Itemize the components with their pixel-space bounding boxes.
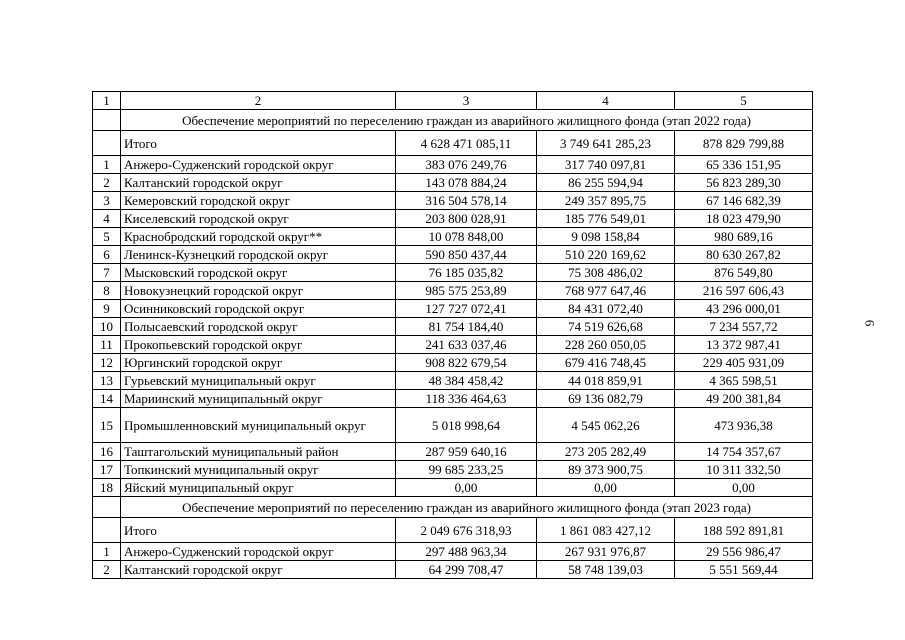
municipality-name: Полысаевский городской округ — [121, 318, 396, 336]
table-body — [93, 92, 813, 579]
amount-cell: 75 308 486,02 — [537, 264, 675, 282]
row-number: 5 — [93, 228, 121, 246]
amount-cell: 43 296 000,01 — [675, 300, 813, 318]
amount-cell: 185 776 549,01 — [537, 210, 675, 228]
amount-cell: 118 336 464,63 — [396, 390, 537, 408]
amount-cell: 297 488 963,34 — [396, 543, 537, 561]
table-row — [93, 461, 813, 479]
row-number: 11 — [93, 336, 121, 354]
municipality-name: Калтанский городской округ — [121, 174, 396, 192]
amount-cell: 64 299 708,47 — [396, 561, 537, 579]
amount-cell: 48 384 458,42 — [396, 372, 537, 390]
municipality-name: Таштагольский муниципальный район — [121, 443, 396, 461]
row-number: 12 — [93, 354, 121, 372]
municipality-name: Анжеро-Судженский городской округ — [121, 156, 396, 174]
amount-cell: 768 977 647,46 — [537, 282, 675, 300]
total-value: 188 592 891,81 — [675, 518, 813, 543]
amount-cell: 980 689,16 — [675, 228, 813, 246]
total-num-cell — [93, 131, 121, 156]
amount-cell: 5 551 569,44 — [675, 561, 813, 579]
table-row — [93, 354, 813, 372]
total-label: Итого — [121, 131, 396, 156]
amount-cell: 13 372 987,41 — [675, 336, 813, 354]
amount-cell: 317 740 097,81 — [537, 156, 675, 174]
amount-cell: 18 023 479,90 — [675, 210, 813, 228]
row-number: 16 — [93, 443, 121, 461]
municipality-name: Яйский муниципальный округ — [121, 479, 396, 497]
table-row — [93, 174, 813, 192]
amount-cell: 76 185 035,82 — [396, 264, 537, 282]
amount-cell: 316 504 578,14 — [396, 192, 537, 210]
amount-cell: 86 255 594,94 — [537, 174, 675, 192]
page-number: 6 — [862, 319, 878, 327]
municipality-name: Мысковский городской округ — [121, 264, 396, 282]
municipality-name: Анжеро-Судженский городской округ — [121, 543, 396, 561]
table-row — [93, 282, 813, 300]
amount-cell: 99 685 233,25 — [396, 461, 537, 479]
table-row — [93, 210, 813, 228]
municipality-name: Юргинский городской округ — [121, 354, 396, 372]
table-row — [93, 300, 813, 318]
section-empty-cell — [93, 497, 121, 518]
amount-cell: 69 136 082,79 — [537, 390, 675, 408]
amount-cell: 4 365 598,51 — [675, 372, 813, 390]
row-number: 13 — [93, 372, 121, 390]
amount-cell: 10 311 332,50 — [675, 461, 813, 479]
header-cell-3: 3 — [396, 92, 537, 110]
amount-cell: 29 556 986,47 — [675, 543, 813, 561]
amount-cell: 7 234 557,72 — [675, 318, 813, 336]
amount-cell: 127 727 072,41 — [396, 300, 537, 318]
amount-cell: 228 260 050,05 — [537, 336, 675, 354]
total-row — [93, 518, 813, 543]
amount-cell: 81 754 184,40 — [396, 318, 537, 336]
row-number: 6 — [93, 246, 121, 264]
total-value: 878 829 799,88 — [675, 131, 813, 156]
amount-cell: 74 519 626,68 — [537, 318, 675, 336]
municipality-name: Топкинский муниципальный округ — [121, 461, 396, 479]
amount-cell: 473 936,38 — [675, 408, 813, 443]
amount-cell: 14 754 357,67 — [675, 443, 813, 461]
municipality-name: Осинниковский городской округ — [121, 300, 396, 318]
amount-cell: 679 416 748,45 — [537, 354, 675, 372]
amount-cell: 5 018 998,64 — [396, 408, 537, 443]
row-number: 17 — [93, 461, 121, 479]
amount-cell: 56 823 289,30 — [675, 174, 813, 192]
municipality-name: Новокузнецкий городской округ — [121, 282, 396, 300]
amount-cell: 67 146 682,39 — [675, 192, 813, 210]
row-number: 14 — [93, 390, 121, 408]
amount-cell: 510 220 169,62 — [537, 246, 675, 264]
amount-cell: 44 018 859,91 — [537, 372, 675, 390]
row-number: 9 — [93, 300, 121, 318]
amount-cell: 249 357 895,75 — [537, 192, 675, 210]
municipality-name: Ленинск-Кузнецкий городской округ — [121, 246, 396, 264]
total-row — [93, 131, 813, 156]
total-value: 1 861 083 427,12 — [537, 518, 675, 543]
amount-cell: 908 822 679,54 — [396, 354, 537, 372]
row-number: 15 — [93, 408, 121, 443]
section-title-row — [93, 110, 813, 131]
header-row — [93, 92, 813, 110]
amount-cell: 241 633 037,46 — [396, 336, 537, 354]
municipality-name: Калтанский городской округ — [121, 561, 396, 579]
amount-cell: 383 076 249,76 — [396, 156, 537, 174]
total-label: Итого — [121, 518, 396, 543]
amount-cell: 590 850 437,44 — [396, 246, 537, 264]
amount-cell: 273 205 282,49 — [537, 443, 675, 461]
table-row — [93, 192, 813, 210]
amount-cell: 10 078 848,00 — [396, 228, 537, 246]
section-empty-cell — [93, 110, 121, 131]
amount-cell: 143 078 884,24 — [396, 174, 537, 192]
table-row — [93, 561, 813, 579]
amount-cell: 49 200 381,84 — [675, 390, 813, 408]
amount-cell: 0,00 — [396, 479, 537, 497]
municipality-name: Краснобродский городской округ** — [121, 228, 396, 246]
row-number: 2 — [93, 561, 121, 579]
table-row — [93, 408, 813, 443]
municipality-name: Прокопьевский городской округ — [121, 336, 396, 354]
row-number: 3 — [93, 192, 121, 210]
row-number: 2 — [93, 174, 121, 192]
municipality-name: Промышленновский муниципальный округ — [121, 408, 396, 443]
table-row — [93, 390, 813, 408]
amount-cell: 216 597 606,43 — [675, 282, 813, 300]
table-row — [93, 318, 813, 336]
row-number: 10 — [93, 318, 121, 336]
amount-cell: 203 800 028,91 — [396, 210, 537, 228]
row-number: 18 — [93, 479, 121, 497]
row-number: 1 — [93, 156, 121, 174]
total-value: 3 749 641 285,23 — [537, 131, 675, 156]
amount-cell: 876 549,80 — [675, 264, 813, 282]
municipality-name: Киселевский городской округ — [121, 210, 396, 228]
amount-cell: 4 545 062,26 — [537, 408, 675, 443]
amount-cell: 58 748 139,03 — [537, 561, 675, 579]
amount-cell: 0,00 — [675, 479, 813, 497]
table-row — [93, 336, 813, 354]
table-row — [93, 443, 813, 461]
header-cell-2: 2 — [121, 92, 396, 110]
amount-cell: 84 431 072,40 — [537, 300, 675, 318]
table-row — [93, 543, 813, 561]
section-title: Обеспечение мероприятий по переселению граждан из аварийного жилищного фонда (этап 2023 года) — [121, 497, 813, 518]
amount-cell: 287 959 640,16 — [396, 443, 537, 461]
row-number: 8 — [93, 282, 121, 300]
municipality-name: Гурьевский муниципальный округ — [121, 372, 396, 390]
amount-cell: 80 630 267,82 — [675, 246, 813, 264]
amount-cell: 267 931 976,87 — [537, 543, 675, 561]
total-value: 4 628 471 085,11 — [396, 131, 537, 156]
amount-cell: 0,00 — [537, 479, 675, 497]
table-row — [93, 246, 813, 264]
budget-table — [92, 91, 813, 579]
table-row — [93, 264, 813, 282]
row-number: 4 — [93, 210, 121, 228]
amount-cell: 985 575 253,89 — [396, 282, 537, 300]
municipality-name: Мариинский муниципальный округ — [121, 390, 396, 408]
row-number: 7 — [93, 264, 121, 282]
header-cell-1: 1 — [93, 92, 121, 110]
total-num-cell — [93, 518, 121, 543]
municipality-name: Кемеровский городской округ — [121, 192, 396, 210]
section-title-row — [93, 497, 813, 518]
amount-cell: 9 098 158,84 — [537, 228, 675, 246]
table-row — [93, 479, 813, 497]
section-title: Обеспечение мероприятий по переселению граждан из аварийного жилищного фонда (этап 2022 года) — [121, 110, 813, 131]
header-cell-4: 4 — [537, 92, 675, 110]
amount-cell: 89 373 900,75 — [537, 461, 675, 479]
amount-cell: 229 405 931,09 — [675, 354, 813, 372]
header-cell-5: 5 — [675, 92, 813, 110]
amount-cell: 65 336 151,95 — [675, 156, 813, 174]
total-value: 2 049 676 318,93 — [396, 518, 537, 543]
row-number: 1 — [93, 543, 121, 561]
table-row — [93, 156, 813, 174]
table-row — [93, 372, 813, 390]
table-row — [93, 228, 813, 246]
